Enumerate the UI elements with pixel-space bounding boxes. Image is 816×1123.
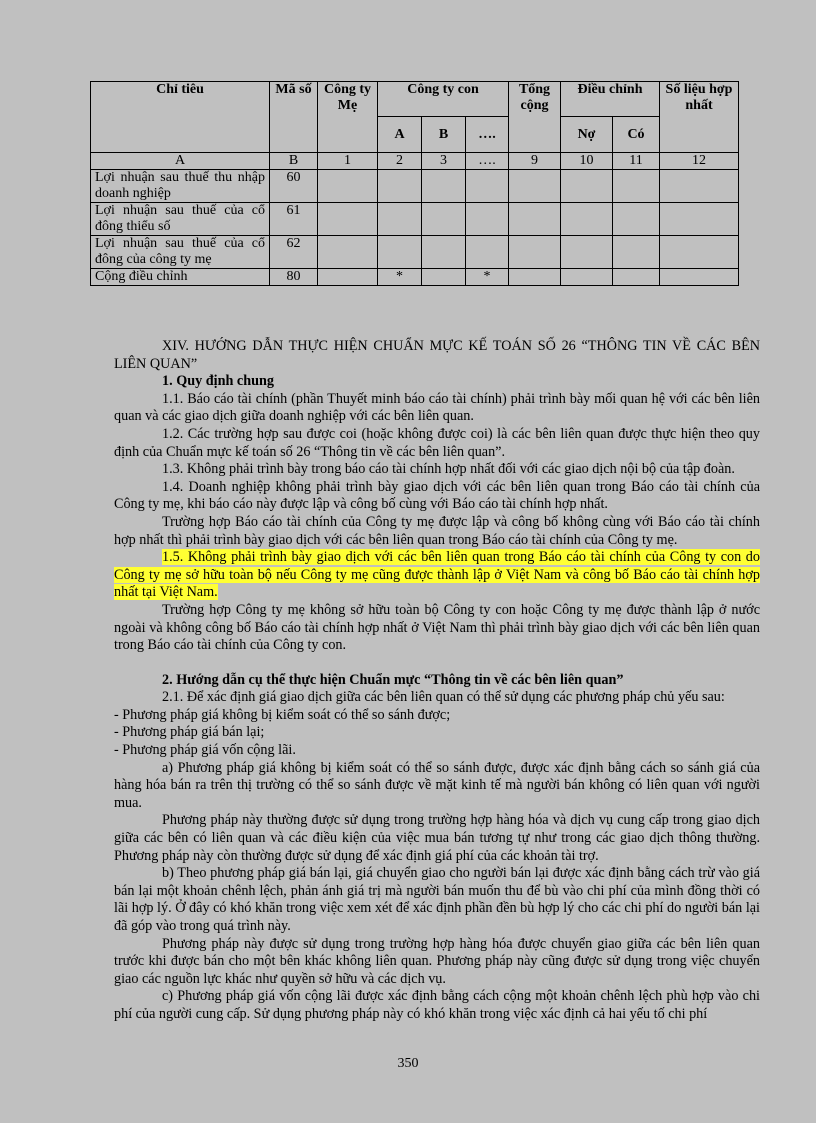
header-tong-cong: Tổng cộng: [509, 82, 561, 153]
table-row: [91, 269, 739, 286]
consolidation-table: [90, 81, 739, 286]
table-row: [91, 203, 739, 236]
index-cell: ….: [466, 153, 509, 170]
bullet-item: - Phương pháp giá bán lại;: [114, 724, 265, 741]
paragraph: Trường hợp Báo cáo tài chính của Công ty mẹ được lập và công bố không cùng với Báo cáo tài chính hợp nhất thì phải trình bày giao dịch với các bên liên quan trong Báo cáo tài chính của Công ty mẹ.: [114, 513, 760, 548]
highlighted-paragraph: 1.5. Không phải trình bày giao dịch với các bên liên quan trong Báo cáo tài chính của Công ty con do Công ty mẹ sở hữu toàn bộ nếu Công ty mẹ cũng được thành lập ở Việt Nam và công bố Báo cáo tài chính hợp nhất tại Việt Nam.: [114, 549, 760, 601]
paragraph: Phương pháp này được sử dụng trong trường hợp hàng hóa được chuyển giao giữa các bên liên quan trước khi được bán cho một bên khác không liên quan. Phương pháp này cũng được sử dụng trong việc chuyển giao các nguồn lực khác như quyền sở hữu và các dịch vụ.: [114, 935, 760, 987]
row-label: Lợi nhuận sau thuế của cổ đông thiểu số: [91, 203, 270, 236]
row-cell: [466, 170, 509, 203]
paragraph: 1.1. Báo cáo tài chính (phần Thuyết minh báo cáo tài chính) phải trình bày mối quan hệ với các bên liên quan và các giao dịch giữa doanh nghiệp với các bên liên quan.: [114, 390, 760, 425]
paragraph: Trường hợp Công ty mẹ không sở hữu toàn bộ Công ty con hoặc Công ty mẹ được thành lập ở nước ngoài và không công bố Báo cáo tài chính hợp nhất ở Việt Nam thì phải trình bày giao dịch với các bên liên quan trong Báo cáo tài chính của Công ty con.: [114, 601, 760, 654]
paragraph: 1.4. Doanh nghiệp không phải trình bày giao dịch với các bên liên quan trong Báo cáo tài chính của Công ty mẹ, khi báo cáo này được lập và công bố cùng với Báo cáo tài chính hợp nhất.: [114, 478, 760, 513]
index-cell: 2: [378, 153, 422, 170]
row-code: 60: [270, 170, 318, 203]
header-chi-tieu: Chỉ tiêu: [91, 82, 270, 153]
row-label: Lợi nhuận sau thuế thu nhập doanh nghiệp: [91, 170, 270, 203]
row-code: 61: [270, 203, 318, 236]
row-label: Cộng điều chỉnh: [91, 269, 270, 286]
row-cell: [466, 236, 509, 269]
paragraph: b) Theo phương pháp giá bán lại, giá chuyển giao cho người bán lại được xác định bằng cách trừ vào giá bán lại một khoản chênh lệch, phản ánh giá trị mà người bán muốn thu để bù vào chi phí của mình đồng thời có lãi hợp lý. Ở đây có khó khăn trong việc xem xét để xác định phần đền bù hợp lý cho các chi phí do người bán lại đã góp vào trong quá trình này.: [114, 865, 760, 934]
row-code: 62: [270, 236, 318, 269]
table-row: [91, 236, 739, 269]
paragraph: c) Phương pháp giá vốn cộng lãi được xác định bằng cách cộng một khoản chênh lệch phù hợp vào chi phí của người cung cấp. Sử dụng phương pháp này có khó khăn trong việc xác định cả hai yếu tố chi phí: [114, 988, 760, 1022]
index-cell: 12: [660, 153, 739, 170]
index-cell: 9: [509, 153, 561, 170]
row-cell: [378, 203, 422, 236]
page-number: 350: [397, 1056, 419, 1071]
row-label: Lợi nhuận sau thuế của cổ đông của công ty mẹ: [91, 236, 270, 269]
header-ma-so: Mã số: [270, 82, 318, 153]
header-cong-ty-con: Công ty con: [378, 82, 509, 117]
index-cell: 1: [318, 153, 378, 170]
row-cell: *: [378, 269, 422, 286]
paragraph: 2.1. Để xác định giá giao dịch giữa các bên liên quan có thể sử dụng các phương pháp chủ yếu sau:: [162, 689, 725, 706]
row-cell: *: [466, 269, 509, 286]
header-sub-co: Có: [613, 117, 660, 153]
subheading-1: 1. Quy định chung: [162, 373, 274, 390]
index-row: [91, 153, 739, 170]
row-cell: [466, 203, 509, 236]
paragraph: 1.3. Không phải trình bày trong báo cáo tài chính hợp nhất đối với các giao dịch nội bộ của tập đoàn.: [162, 461, 735, 478]
header-cong-ty-me: Công ty Mẹ: [318, 82, 378, 153]
index-cell: 10: [561, 153, 613, 170]
body-text: [114, 338, 760, 1024]
header-sub-a: A: [378, 117, 422, 153]
subheading-2: 2. Hướng dẫn cụ thể thực hiện Chuẩn mực “Thông tin về các bên liên quan”: [162, 671, 624, 688]
paragraph: 1.2. Các trường hợp sau được coi (hoặc không được coi) là các bên liên quan được thực hiện theo quy định của Chuẩn mực kế toán số 26 “Thông tin về các bên liên quan”.: [114, 425, 760, 460]
row-cell: [378, 236, 422, 269]
index-cell: B: [270, 153, 318, 170]
header-sub-b: B: [422, 117, 466, 153]
paragraph: a) Phương pháp giá không bị kiểm soát có thể so sánh được, được xác định bằng cách so sánh giá của hàng hóa bán ra trên thị trường có thể so sánh được về mặt kinh tế mà người bán không có liên quan với người mua.: [114, 759, 760, 811]
header-sub-dots: ….: [466, 117, 509, 153]
header-so-lieu-hop-nhat: Số liệu hợp nhất: [660, 82, 739, 153]
header-dieu-chinh: Điều chỉnh: [561, 82, 660, 117]
bullet-item: - Phương pháp giá không bị kiểm soát có thể so sánh được;: [114, 706, 451, 723]
row-code: 80: [270, 269, 318, 286]
index-cell: 3: [422, 153, 466, 170]
table-row: [91, 170, 739, 203]
header-sub-no: Nợ: [561, 117, 613, 153]
row-cell: [378, 170, 422, 203]
index-cell: A: [91, 153, 270, 170]
section-title: XIV. HƯỚNG DẪN THỰC HIỆN CHUẨN MỰC KẾ TOÁN SỐ 26 “THÔNG TIN VỀ CÁC BÊN LIÊN QUAN”: [114, 338, 760, 372]
index-cell: 11: [613, 153, 660, 170]
bullet-item: - Phương pháp giá vốn cộng lãi.: [114, 742, 296, 759]
paragraph: Phương pháp này thường được sử dụng trong trường hợp hàng hóa và dịch vụ cung cấp trong giao dịch giữa các bên có liên quan và các điều kiện của việc mua bán tương tự như trong các giao dịch thông thường. Phương pháp này còn thường được sử dụng để xác định giá phí của các khoản tài trợ.: [114, 812, 760, 864]
